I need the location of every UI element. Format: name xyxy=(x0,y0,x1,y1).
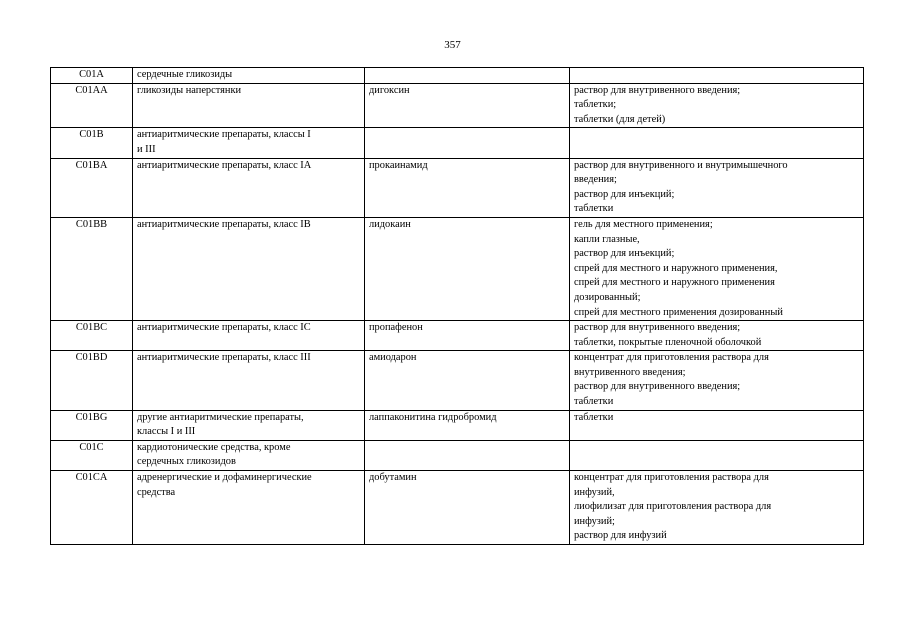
atc-code-cell xyxy=(51,321,133,351)
atc-group-cell-line: антиаритмические препараты, класс IA xyxy=(137,159,312,171)
atc-group-cell xyxy=(133,158,365,217)
dosage-forms-cell xyxy=(570,217,864,320)
atc-code-cell-text: C01BD xyxy=(75,352,108,364)
table-row xyxy=(51,128,864,158)
atc-code-cell-text: C01BC xyxy=(75,322,108,334)
table-row xyxy=(51,471,864,545)
drug-name-cell xyxy=(365,68,570,84)
dosage-forms-cell xyxy=(570,158,864,217)
table-row xyxy=(51,321,864,351)
dosage-forms-cell-line: раствор для внутривенного введения; xyxy=(574,381,741,393)
dosage-forms-cell-line: таблетки (для детей) xyxy=(574,113,666,125)
dosage-forms-cell-line: спрей для местного и наружного применения, xyxy=(574,262,778,274)
drug-name-cell xyxy=(365,351,570,410)
atc-code-cell-text: C01B xyxy=(79,129,104,141)
drug-name-cell xyxy=(365,410,570,440)
atc-code-cell-text: C01CA xyxy=(75,472,108,484)
drug-name-cell xyxy=(365,128,570,158)
table-body xyxy=(51,68,864,545)
atc-code-cell xyxy=(51,217,133,320)
atc-code-cell-text: C01C xyxy=(79,441,104,453)
dosage-forms-cell-line: концентрат для приготовления раствора для xyxy=(574,472,769,484)
atc-code-cell xyxy=(51,68,133,84)
atc-code-cell xyxy=(51,128,133,158)
dosage-forms-cell-line: лиофилизат для приготовления раствора для xyxy=(574,501,772,513)
table-row xyxy=(51,158,864,217)
atc-group-cell xyxy=(133,440,365,470)
atc-group-cell-line: и III xyxy=(137,143,156,155)
dosage-forms-cell-line: таблетки, покрытые пленочной оболочкой xyxy=(574,336,762,348)
table-row xyxy=(51,83,864,128)
atc-code-cell-text: C01BG xyxy=(75,411,108,423)
table-row xyxy=(51,351,864,410)
atc-group-cell-line: гликозиды наперстянки xyxy=(137,84,242,96)
dosage-forms-cell xyxy=(570,351,864,410)
dosage-forms-cell-line: гель для местного применения; xyxy=(574,218,713,230)
drug-name-cell xyxy=(365,471,570,545)
atc-code-cell xyxy=(51,471,133,545)
atc-code-cell xyxy=(51,440,133,470)
atc-group-cell-line: сердечных гликозидов xyxy=(137,456,236,468)
atc-group-cell xyxy=(133,68,365,84)
dosage-forms-cell xyxy=(570,68,864,84)
dosage-forms-cell xyxy=(570,83,864,128)
dosage-forms-cell-line: инфузий, xyxy=(574,486,615,498)
dosage-forms-cell-line: таблетки xyxy=(574,396,614,408)
atc-code-cell-text: C01A xyxy=(79,69,104,80)
dosage-forms-cell-line: таблетки; xyxy=(574,99,617,111)
drug-name-cell-line: добутамин xyxy=(369,472,417,484)
atc-group-cell-line: средства xyxy=(137,486,176,498)
drug-name-cell-line: пропафенон xyxy=(369,322,423,334)
dosage-forms-cell-line: раствор для внутривенного введения; xyxy=(574,322,741,334)
dosage-forms-cell xyxy=(570,410,864,440)
drug-name-cell-line: лидокаин xyxy=(369,218,411,230)
dosage-forms-cell-line: раствор для инъекций; xyxy=(574,188,675,200)
dosage-forms-cell xyxy=(570,440,864,470)
atc-group-cell xyxy=(133,471,365,545)
drug-name-cell xyxy=(365,440,570,470)
drug-name-cell-line: дигоксин xyxy=(369,84,410,96)
atc-code-cell-text: C01AA xyxy=(75,84,108,96)
atc-code-cell xyxy=(51,83,133,128)
table-row xyxy=(51,217,864,320)
dosage-forms-cell-line: спрей для местного и наружного применения xyxy=(574,277,775,289)
dosage-forms-cell-line: таблетки xyxy=(574,203,614,215)
atc-group-cell-line: классы I и III xyxy=(137,426,196,438)
dosage-forms-cell-line: раствор для инфузий xyxy=(574,530,667,542)
atc-group-cell-line: антиаритмические препараты, класс III xyxy=(137,352,311,364)
atc-group-cell-line: антиаритмические препараты, класс IC xyxy=(137,322,311,334)
dosage-forms-cell xyxy=(570,321,864,351)
atc-group-cell xyxy=(133,217,365,320)
atc-group-cell-line: антиаритмические препараты, классы I xyxy=(137,129,311,141)
dosage-forms-cell xyxy=(570,471,864,545)
atc-group-cell xyxy=(133,128,365,158)
atc-code-cell xyxy=(51,410,133,440)
dosage-forms-cell-line: спрей для местного применения дозированный xyxy=(574,306,783,318)
dosage-forms-cell-line: таблетки xyxy=(574,411,614,423)
atc-group-cell xyxy=(133,410,365,440)
atc-code-cell-text: C01BB xyxy=(75,218,108,230)
dosage-forms-cell-line: дозированный; xyxy=(574,291,641,303)
dosage-forms-cell-line: введения; xyxy=(574,174,617,186)
atc-group-cell xyxy=(133,351,365,410)
atc-code-cell xyxy=(51,351,133,410)
atc-group-cell-line: другие антиаритмические препараты, xyxy=(137,411,304,423)
dosage-forms-cell-line: концентрат для приготовления раствора для xyxy=(574,352,769,364)
drug-name-cell-line: прокаинамид xyxy=(369,159,428,171)
atc-code-cell-text: C01BA xyxy=(75,159,108,171)
table-row xyxy=(51,440,864,470)
table-row xyxy=(51,68,864,84)
atc-group-cell-line: адренергические и дофаминергические xyxy=(137,472,312,484)
drug-name-cell-line: амиодарон xyxy=(369,352,417,364)
atc-group-cell-line: антиаритмические препараты, класс IB xyxy=(137,218,311,230)
dosage-forms-cell-line: капли глазные, xyxy=(574,233,640,245)
atc-group-cell-line: кардиотонические средства, кроме xyxy=(137,441,291,453)
table-row xyxy=(51,410,864,440)
dosage-forms-cell xyxy=(570,128,864,158)
atc-group-cell xyxy=(133,321,365,351)
dosage-forms-cell-line: раствор для внутривенного и внутримышечного xyxy=(574,159,788,171)
atc-code-cell xyxy=(51,158,133,217)
dosage-forms-cell-line: раствор для внутривенного введения; xyxy=(574,84,741,96)
dosage-forms-cell-line: раствор для инъекций; xyxy=(574,248,675,260)
atc-group-cell xyxy=(133,83,365,128)
drug-name-cell xyxy=(365,321,570,351)
drug-name-cell xyxy=(365,158,570,217)
drug-name-cell-line: лаппаконитина гидробромид xyxy=(369,411,497,423)
drug-name-cell xyxy=(365,83,570,128)
page-number: 357 xyxy=(444,39,461,51)
dosage-forms-cell-line: инфузий; xyxy=(574,515,615,527)
drug-table xyxy=(50,67,864,545)
drug-name-cell xyxy=(365,217,570,320)
dosage-forms-cell-line: внутривенного введения; xyxy=(574,366,686,378)
atc-group-cell-line: сердечные гликозиды xyxy=(137,69,233,80)
